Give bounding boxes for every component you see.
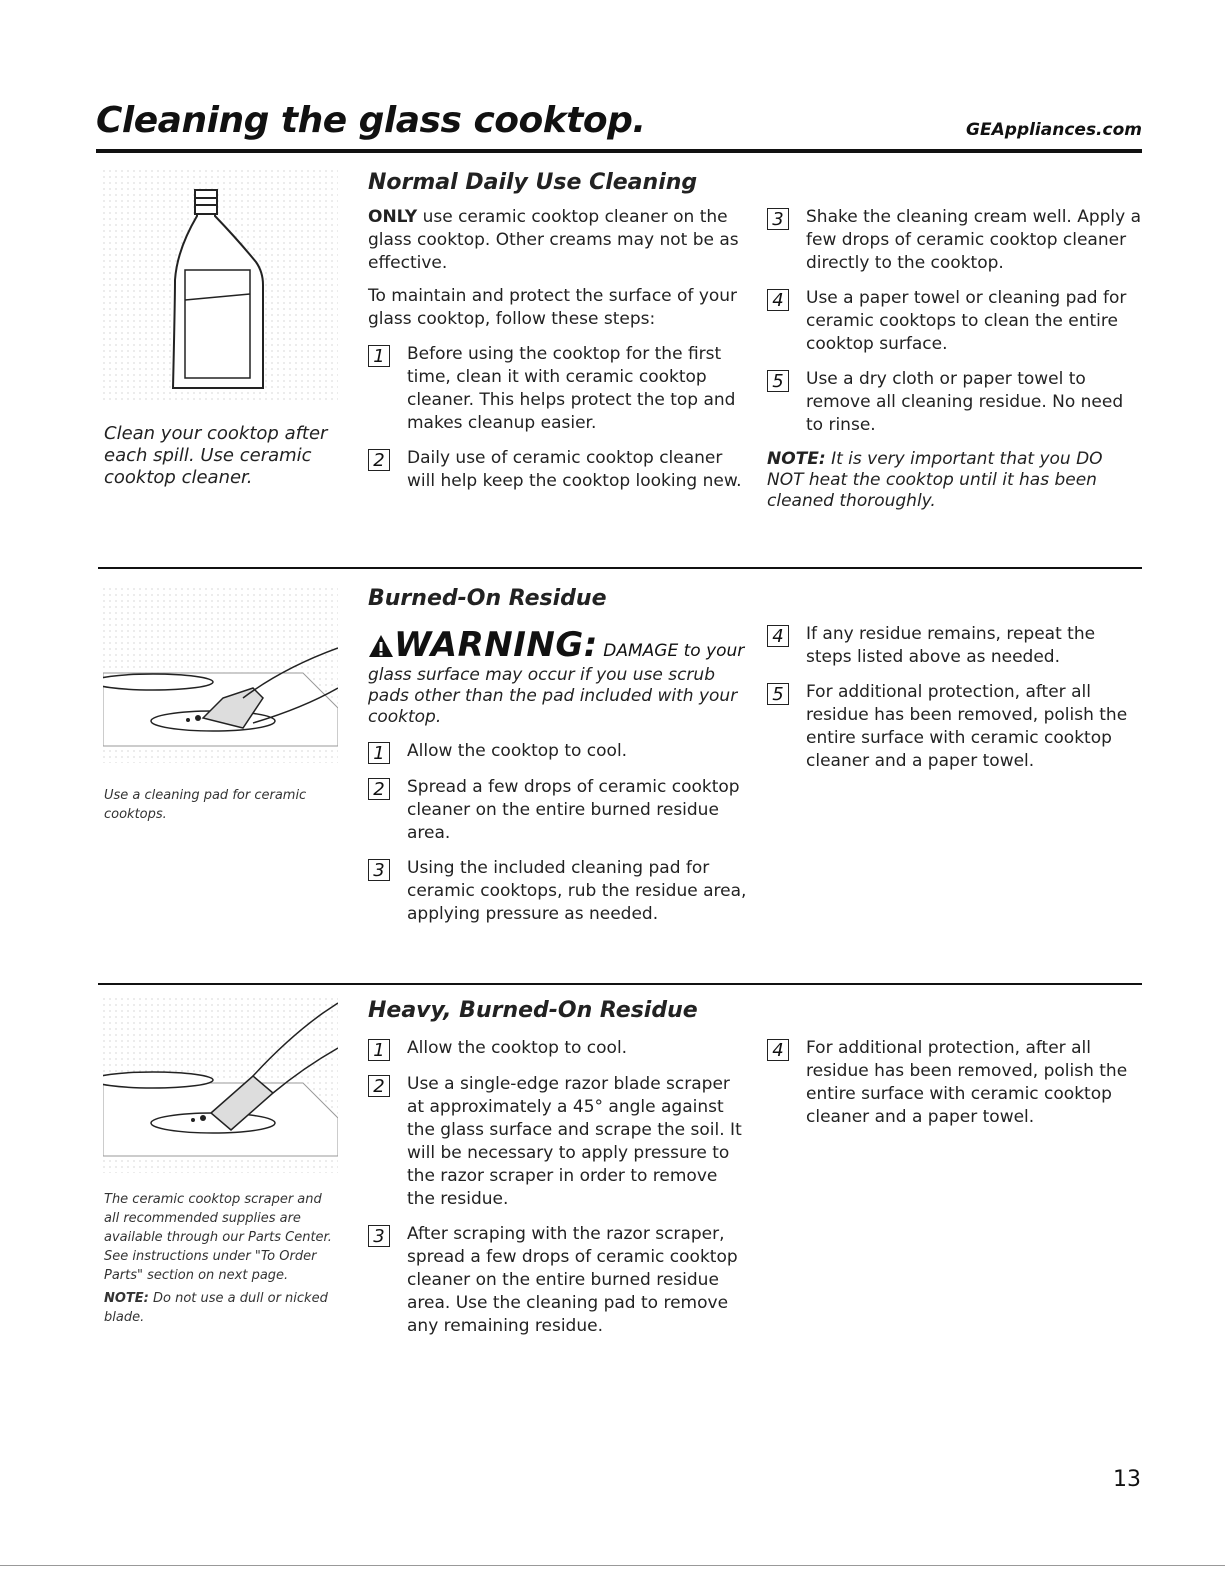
section2-step-3 xyxy=(368,857,748,926)
cleaning-pad-icon xyxy=(103,588,338,763)
step-text: Before using the cooktop for the first time, clean it with ceramic cooktop cleaner. This helps protect the top and makes cleanup easier. xyxy=(407,344,736,433)
section1-note xyxy=(767,449,1142,512)
note-label: NOTE: xyxy=(104,1291,149,1306)
section1-caption: Clean your cooktop after each spill. Use ceramic cooktop cleaner. xyxy=(104,423,328,488)
step-text: Use a dry cloth or paper towel to remove all cleaning residue. No need to rinse. xyxy=(806,369,1124,435)
section-divider-2 xyxy=(98,983,1142,985)
step-number: 3 xyxy=(368,1225,390,1247)
only-label: ONLY xyxy=(368,207,418,227)
step-number: 1 xyxy=(368,345,390,367)
step-number: 4 xyxy=(767,289,789,311)
warning-body: glass surface may occur if you use scrub pads other than the pad included with your cooktop. xyxy=(368,665,738,727)
bottom-border xyxy=(0,1565,1225,1566)
step-text: After scraping with the razor scraper, spread a few drops of ceramic cooktop cleaner on the entire burned residue area. Use the cleaning pad to remove any remaining residue. xyxy=(407,1224,738,1336)
section1-step-3 xyxy=(767,206,1142,275)
section2-right-column xyxy=(767,623,1142,785)
section3-step-1 xyxy=(368,1037,748,1061)
step-number: 2 xyxy=(368,1075,390,1097)
step-number: 5 xyxy=(767,683,789,705)
note-text: It is very important that you DO NOT heat the cooktop until it has been cleaned thoroughly. xyxy=(767,449,1103,511)
step-number: 1 xyxy=(368,1039,390,1061)
section1-right-column xyxy=(767,206,1142,512)
section1-intro1-text: use ceramic cooktop cleaner on the glass cooktop. Other creams may not be as effective. xyxy=(368,207,739,273)
section1-intro2: To maintain and protect the surface of your glass cooktop, follow these steps: xyxy=(368,286,738,329)
step-text: Use a paper towel or cleaning pad for ceramic cooktops to clean the entire cooktop surface. xyxy=(806,288,1127,354)
section2-left-column xyxy=(368,625,748,938)
section1-left-column xyxy=(368,206,748,505)
website-label: GEAppliances.com xyxy=(966,120,1142,140)
header-rule xyxy=(96,149,1142,153)
step-text: Daily use of ceramic cooktop cleaner will help keep the cooktop looking new. xyxy=(407,448,742,491)
section2-heading: Burned-On Residue xyxy=(368,586,607,611)
step-text: Allow the cooktop to cool. xyxy=(407,741,628,761)
section1-intro1 xyxy=(368,206,748,275)
step-number: 1 xyxy=(368,742,390,764)
warning-triangle-icon xyxy=(368,634,394,658)
step-text: Use a single-edge razor blade scraper at approximately a 45° angle against the glass surface and scrape the soil. It will be necessary to apply pressure to the razor scraper in order to remove the residue. xyxy=(407,1074,742,1209)
step-text: Shake the cleaning cream well. Apply a few drops of ceramic cooktop cleaner directly to the cooktop. xyxy=(806,207,1142,273)
step-number: 2 xyxy=(368,449,390,471)
section3-step-3 xyxy=(368,1223,748,1338)
section-divider-1 xyxy=(98,567,1142,569)
note-text: Do not use a dull or nicked blade. xyxy=(104,1291,328,1325)
section1-step-5 xyxy=(767,368,1142,437)
section3-caption-text: The ceramic cooktop scraper and all recommended supplies are available through our Parts Center. See instructions under "To Order Parts" section on next page. xyxy=(104,1192,332,1283)
step-number: 4 xyxy=(767,625,789,647)
section1-heading: Normal Daily Use Cleaning xyxy=(368,170,698,195)
cleaner-bottle-icon xyxy=(103,170,338,402)
step-number: 3 xyxy=(767,208,789,230)
section2-caption: Use a cleaning pad for ceramic cooktops. xyxy=(104,788,307,822)
step-text: For additional protection, after all residue has been removed, polish the entire surface with ceramic cooktop cleaner and a paper towel. xyxy=(806,1038,1128,1127)
step-text: Using the included cleaning pad for ceramic cooktops, rub the residue area, applying pressure as needed. xyxy=(407,858,747,924)
step-text: Allow the cooktop to cool. xyxy=(407,1038,628,1058)
step-text: If any residue remains, repeat the steps listed above as needed. xyxy=(806,624,1096,667)
section3-right-column xyxy=(767,1037,1142,1141)
section1-step-4 xyxy=(767,287,1142,356)
section3-left-column xyxy=(368,1037,748,1350)
section3-step-2 xyxy=(368,1073,748,1211)
section3-heading: Heavy, Burned-On Residue xyxy=(368,998,698,1023)
razor-scraper-icon xyxy=(103,998,338,1173)
section2-step-4 xyxy=(767,623,1142,669)
step-number: 3 xyxy=(368,859,390,881)
section2-step-1 xyxy=(368,740,748,764)
section1-step-2 xyxy=(368,447,748,493)
section2-step-5 xyxy=(767,681,1142,773)
step-number: 5 xyxy=(767,370,789,392)
warning-heading: WARNING: xyxy=(394,625,598,665)
section1-step-1 xyxy=(368,343,748,435)
note-label: NOTE: xyxy=(767,449,826,469)
section3-step-4 xyxy=(767,1037,1142,1129)
step-number: 2 xyxy=(368,778,390,800)
step-number: 4 xyxy=(767,1039,789,1061)
section3-caption-note xyxy=(104,1289,339,1327)
page-number: 13 xyxy=(1113,1467,1141,1492)
warning-tail: DAMAGE to your xyxy=(597,641,745,661)
step-text: Spread a few drops of ceramic cooktop cleaner on the entire burned residue area. xyxy=(407,777,740,843)
warning-line xyxy=(368,625,748,665)
page-title: Cleaning the glass cooktop. xyxy=(96,100,646,141)
section3-caption xyxy=(104,1190,339,1327)
step-text: For additional protection, after all residue has been removed, polish the entire surface with ceramic cooktop cleaner and a paper towel. xyxy=(806,682,1128,771)
section2-step-2 xyxy=(368,776,748,845)
